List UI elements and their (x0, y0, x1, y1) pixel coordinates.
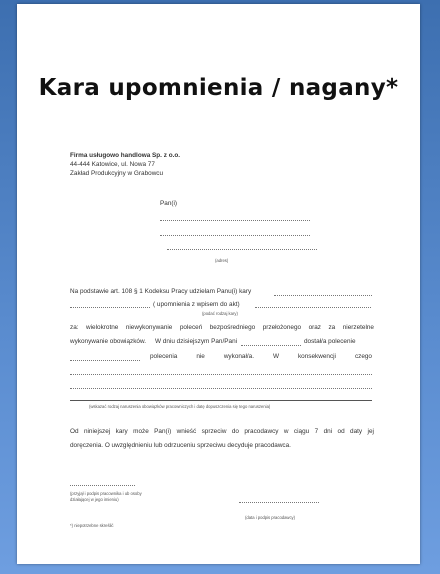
para1-line4-right: dostał/a polecenie (304, 338, 356, 345)
para2-line2: doręczenia. O uwzględnieniu lub odrzuceniu sprzeciwu decyduje pracodawca. (70, 442, 291, 449)
addressee-line-3 (167, 249, 317, 250)
employee-signature-caption-2: działającej w jego imieniu) (70, 497, 119, 502)
para2-word: pracodawcy (244, 428, 279, 435)
penalty-fill-line (274, 295, 372, 296)
para2-word: Pan(i) (154, 428, 172, 435)
para1-line2: ( upomnienia z wpisem do akt) (153, 301, 240, 308)
violation-line-1 (70, 374, 372, 375)
para2-line1 (70, 428, 374, 435)
para1-line5-word: polecenia (150, 353, 178, 360)
penalty-caption: (podać rodzaj kary) (202, 311, 238, 316)
document-page (17, 4, 420, 564)
para2-word: do (231, 428, 239, 435)
para2-word: 7 (314, 428, 319, 435)
violation-line-3 (70, 400, 372, 401)
para1-line3-word: przełożonego (262, 324, 302, 331)
addressee-label: Pan(i) (160, 200, 178, 207)
para1-line3-word: nierzetelne (342, 324, 374, 331)
penalty-type-line-right (255, 307, 371, 308)
employee-signature-line (70, 485, 135, 486)
violation-line-2 (70, 388, 372, 389)
para1-line5-word: konsekwencji (297, 353, 336, 360)
para1-line3-word: oraz (308, 324, 321, 331)
para2-word: jej (367, 428, 374, 435)
order-line (70, 360, 140, 361)
para1-line3-word: wielokrotne (86, 324, 119, 331)
employer-signature-line (239, 502, 319, 503)
address-caption: (adres) (215, 258, 229, 263)
para2-word: może (133, 428, 149, 435)
para1-line5-word: wykonał/a. (223, 353, 255, 360)
addressee-line-1 (160, 220, 310, 221)
addressee-line-2 (160, 235, 310, 236)
employee-signature-caption-1: (przyjął i podpis pracownika i ub osoby (70, 491, 142, 496)
para1-line3-word: niewykonywanie (125, 324, 173, 331)
penalty-type-line-left (70, 307, 150, 308)
para1-line1: Na podstawie art. 108 § 1 Kodeksu Pracy udzielam Panu(i) kary (70, 288, 252, 295)
para2-word: sprzeciw (201, 428, 227, 435)
violation-caption: (wskazać rodzaj naruszenia obowiązków pracowniczych i datę dopuszczenia się tego naruszenia) (89, 404, 271, 409)
employee-name-line (241, 345, 301, 346)
para2-word: daty (350, 428, 363, 435)
para1-line3 (70, 324, 374, 331)
document-title: Kara upomnienia / nagany* (38, 75, 399, 101)
para2-word: wnieść (176, 428, 197, 435)
para1-line3-word: poleceń (179, 324, 203, 331)
para2-word: ciągu (293, 428, 310, 435)
para2-word: w (283, 428, 289, 435)
para1-line5-word: nie (196, 353, 205, 360)
para1-line4-mid: W dniu dzisiejszym Pan/Pani (155, 338, 238, 345)
para1-line3-word: za (328, 324, 336, 331)
para1-line5-word: czego (354, 353, 372, 360)
para1-line5-word: W (272, 353, 280, 360)
para2-word: Od (70, 428, 79, 435)
company-address: 44-444 Katowice, ul. Nowa 77 (70, 161, 155, 168)
para2-word: niniejszej (83, 428, 111, 435)
para1-line5 (150, 353, 372, 360)
para1-line3-word: bezpośredniego (209, 324, 256, 331)
para2-word: dni (323, 428, 333, 435)
para1-line4-left: wykonywanie obowiązków. (70, 338, 147, 345)
para2-word: od (337, 428, 345, 435)
company-division: Zakład Produkcyjny w Grabowcu (70, 170, 164, 177)
para1-line3-word: za: (70, 324, 79, 331)
company-name: Firma usługowo handlowa Sp. z o.o. (70, 152, 181, 159)
employer-signature-caption: (data i podpis pracodawcy) (245, 515, 296, 520)
para2-word: kary (115, 428, 128, 435)
footnote: *) niepotrzebne skreślić (70, 523, 114, 528)
